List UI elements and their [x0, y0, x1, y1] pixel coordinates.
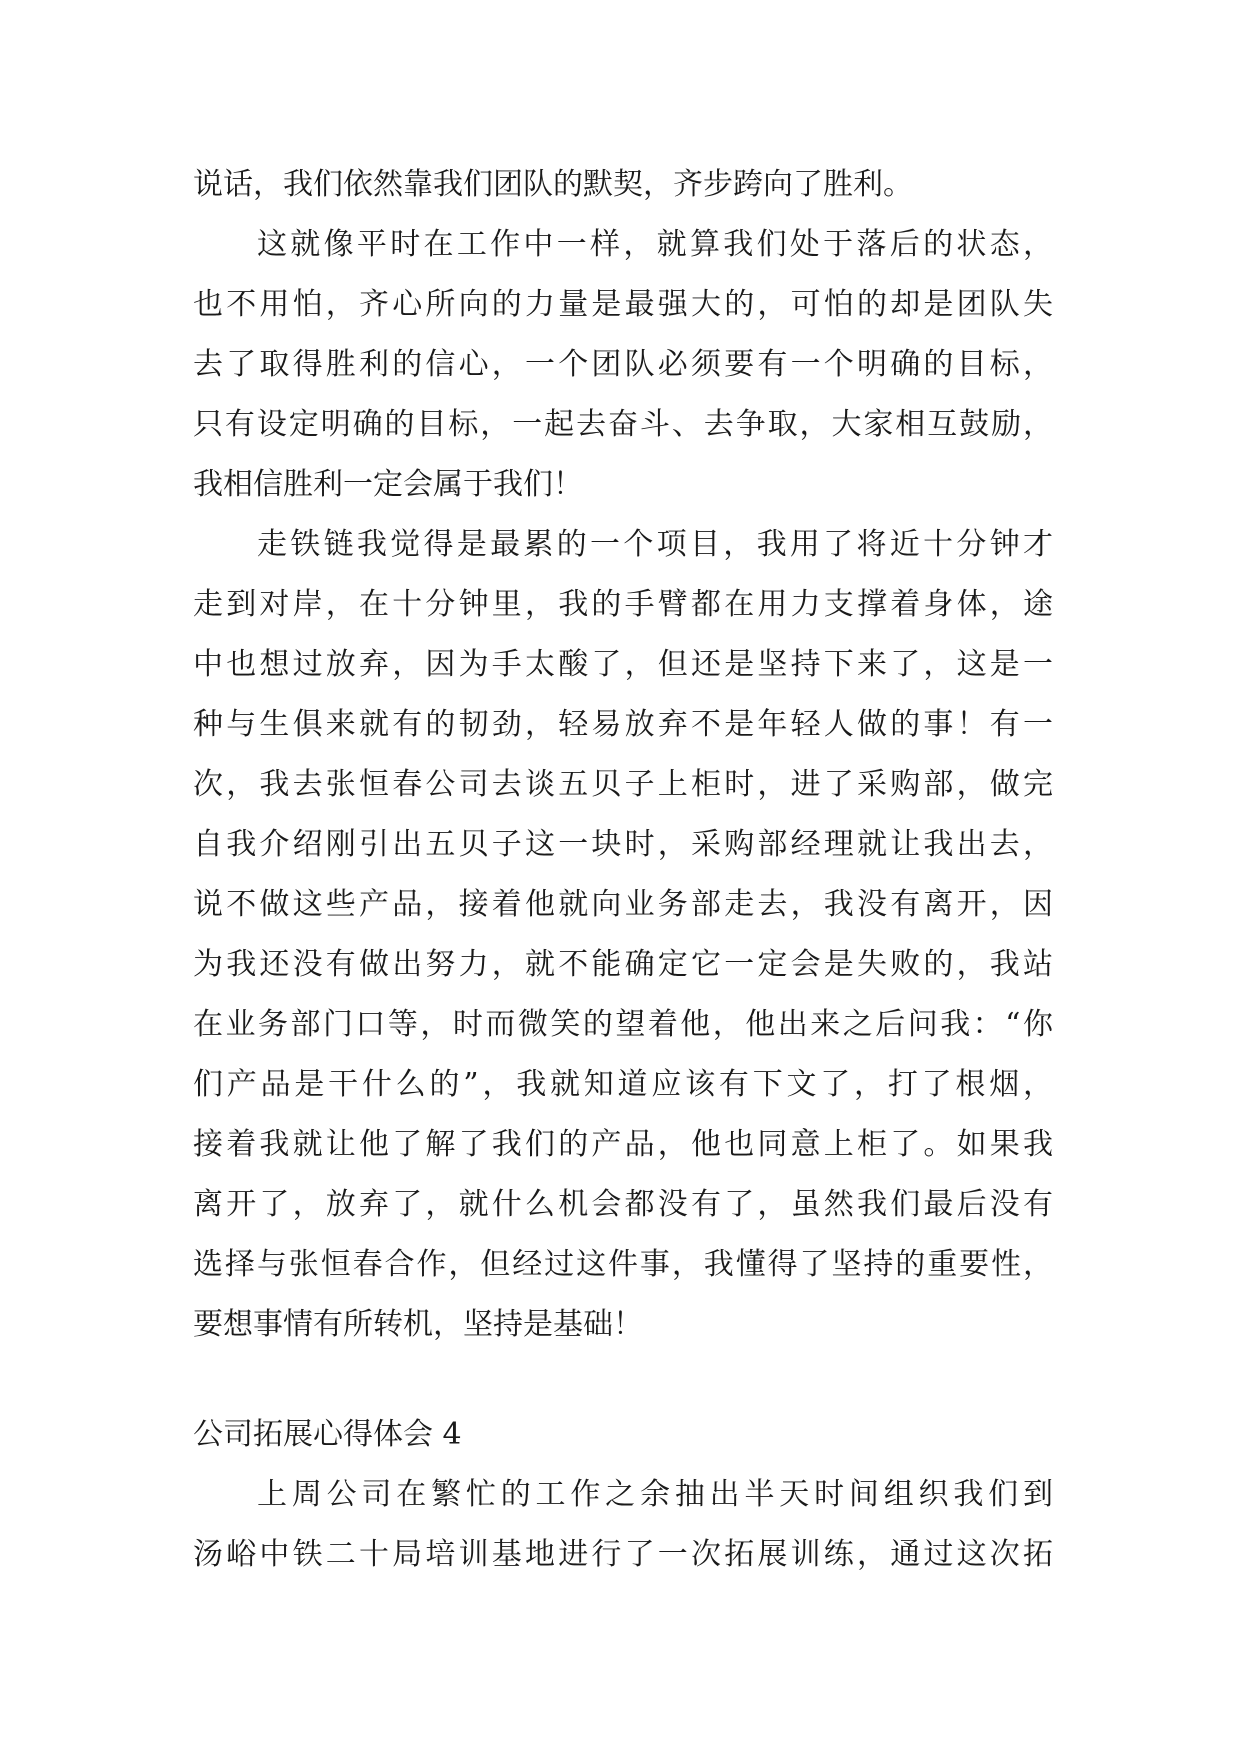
text-line: 中也想过放弃，因为手太酸了，但还是坚持下来了，这是一 — [193, 647, 1053, 682]
text-line: 接着我就让他了解了我们的产品，他也同意上柜了。如果我 — [193, 1127, 1053, 1162]
text-line: 汤峪中铁二十局培训基地进行了一次拓展训练，通过这次拓 — [193, 1537, 1053, 1572]
paragraph-first-line: 这就像平时在工作中一样，就算我们处于落后的状态， — [257, 227, 1053, 262]
text-line: 自我介绍刚引出五贝子这一块时，采购部经理就让我出去， — [193, 827, 1053, 862]
text-line: 选择与张恒春合作，但经过这件事，我懂得了坚持的重要性， — [193, 1247, 1053, 1282]
text-line: 说话，我们依然靠我们团队的默契，齐步跨向了胜利。 — [193, 167, 913, 202]
text-line: 走到对岸，在十分钟里，我的手臂都在用力支撑着身体，途 — [193, 587, 1053, 622]
text-line: 也不用怕，齐心所向的力量是最强大的，可怕的却是团队失 — [193, 287, 1053, 322]
text-line: 们产品是干什么的”，我就知道应该有下文了，打了根烟， — [193, 1067, 1053, 1102]
text-line: 只有设定明确的目标，一起去奋斗、去争取，大家相互鼓励， — [193, 407, 1053, 442]
paragraph-first-line: 上周公司在繁忙的工作之余抽出半天时间组织我们到 — [257, 1477, 1053, 1512]
text-line: 种与生俱来就有的韧劲，轻易放弃不是年轻人做的事！有一 — [193, 707, 1053, 742]
text-line: 要想事情有所转机，坚持是基础！ — [193, 1307, 643, 1342]
text-line: 去了取得胜利的信心，一个团队必须要有一个明确的目标， — [193, 347, 1053, 382]
text-line: 次，我去张恒春公司去谈五贝子上柜时，进了采购部，做完 — [193, 767, 1053, 802]
text-line: 离开了，放弃了，就什么机会都没有了，虽然我们最后没有 — [193, 1187, 1053, 1222]
paragraph-first-line: 走铁链我觉得是最累的一个项目，我用了将近十分钟才 — [257, 527, 1053, 562]
text-line: 我相信胜利一定会属于我们！ — [193, 467, 583, 502]
section-heading: 公司拓展心得体会 4 — [193, 1417, 462, 1452]
text-line: 说不做这些产品，接着他就向业务部走去，我没有离开，因 — [193, 887, 1053, 922]
text-line: 为我还没有做出努力，就不能确定它一定会是失败的，我站 — [193, 947, 1053, 982]
text-line: 在业务部门口等，时而微笑的望着他，他出来之后问我：“你 — [193, 1007, 1053, 1042]
